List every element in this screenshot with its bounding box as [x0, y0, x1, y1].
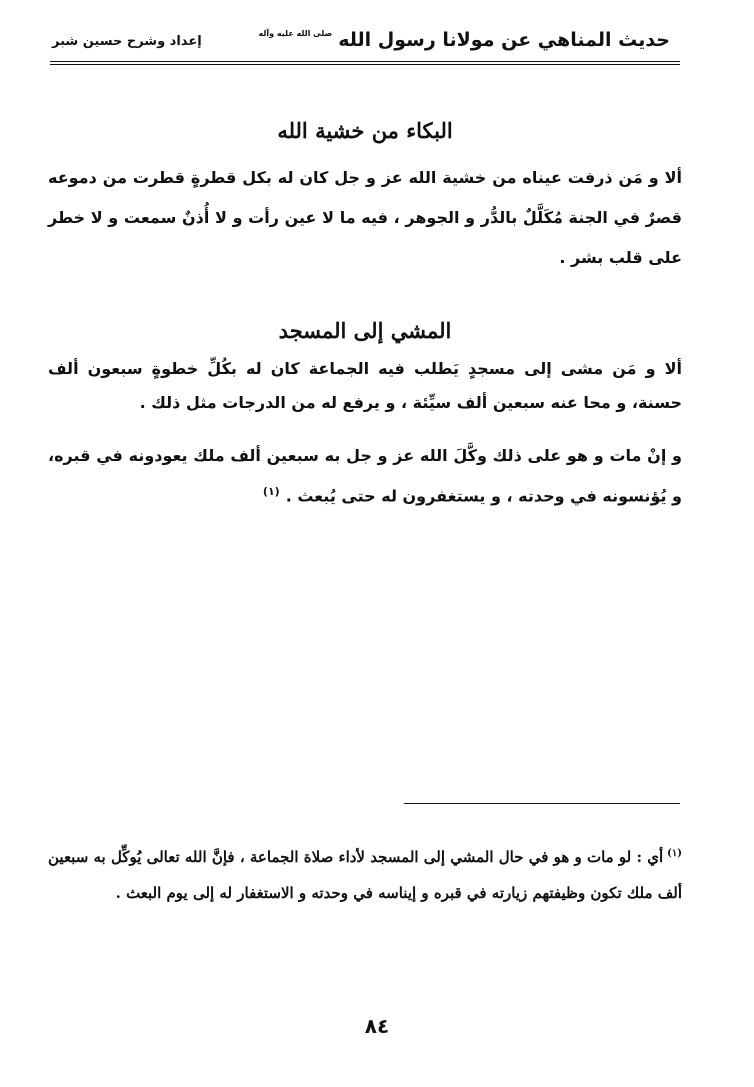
footnote-text: أي : لو مات و هو في حال المشي إلى المسجد لأداء صلاة الجماعة ، فإنَّ الله تعالى يُوكِّل به سبعين ألف ملك تكون وظيفتهم زيارته في قبره و إيناسه في وحدته و الاستغفار له إلى يوم البعث .: [48, 848, 682, 902]
section-title-walking-to-mosque: المشي إلى المسجد: [278, 318, 452, 343]
paragraph-weeping: ألا و مَن ذرفت عيناه من خشية الله عز و جل كان له بكل قطرةٍ قطرت من دموعه قصرٌ في الجنة مُكَلَّلٌ بالدُّر و الجوهر ، فيه ما لا عين رأت و لا أُذنٌ سمعت و لا خطر على قلب بشر .: [48, 168, 682, 267]
footnote-separator: [404, 803, 680, 804]
paragraph-walking-2-text: و إنْ مات و هو على ذلك وكَّلَ الله عز و جل به سبعين ألف ملك يعودونه في قبره، و يُؤنسونه في وحدته ، و يستغفرون له حتى يُبعث .: [48, 446, 682, 506]
salawat-seal: صلى الله عليه وآله: [258, 29, 333, 38]
header-rule-bottom: [50, 64, 680, 65]
footnote-marker: (١): [667, 848, 682, 859]
book-title: حديث المناهي عن مولانا رسول الله: [338, 29, 670, 51]
running-header-title: [258, 28, 670, 52]
running-header-author: إعداد وشرح حسين شبر: [52, 34, 202, 49]
paragraph-walking-2: [48, 438, 682, 514]
footnote-reference: (١): [262, 485, 280, 498]
page-number: ٨٤: [364, 1014, 390, 1038]
section-title-weeping: البكاء من خشية الله: [277, 118, 453, 143]
paragraph-walking-1: ألا و مَن مشى إلى مسجدٍ يَطلب فيه الجماعة كان له بكُلِّ خطوةٍ سبعون ألف حسنة، و محا عنه سبعين ألف سيِّئة ، و يرفع له من الدرجات مثل ذلك .: [48, 359, 682, 412]
footnote: [48, 836, 682, 911]
header-rule-top: [50, 61, 680, 62]
